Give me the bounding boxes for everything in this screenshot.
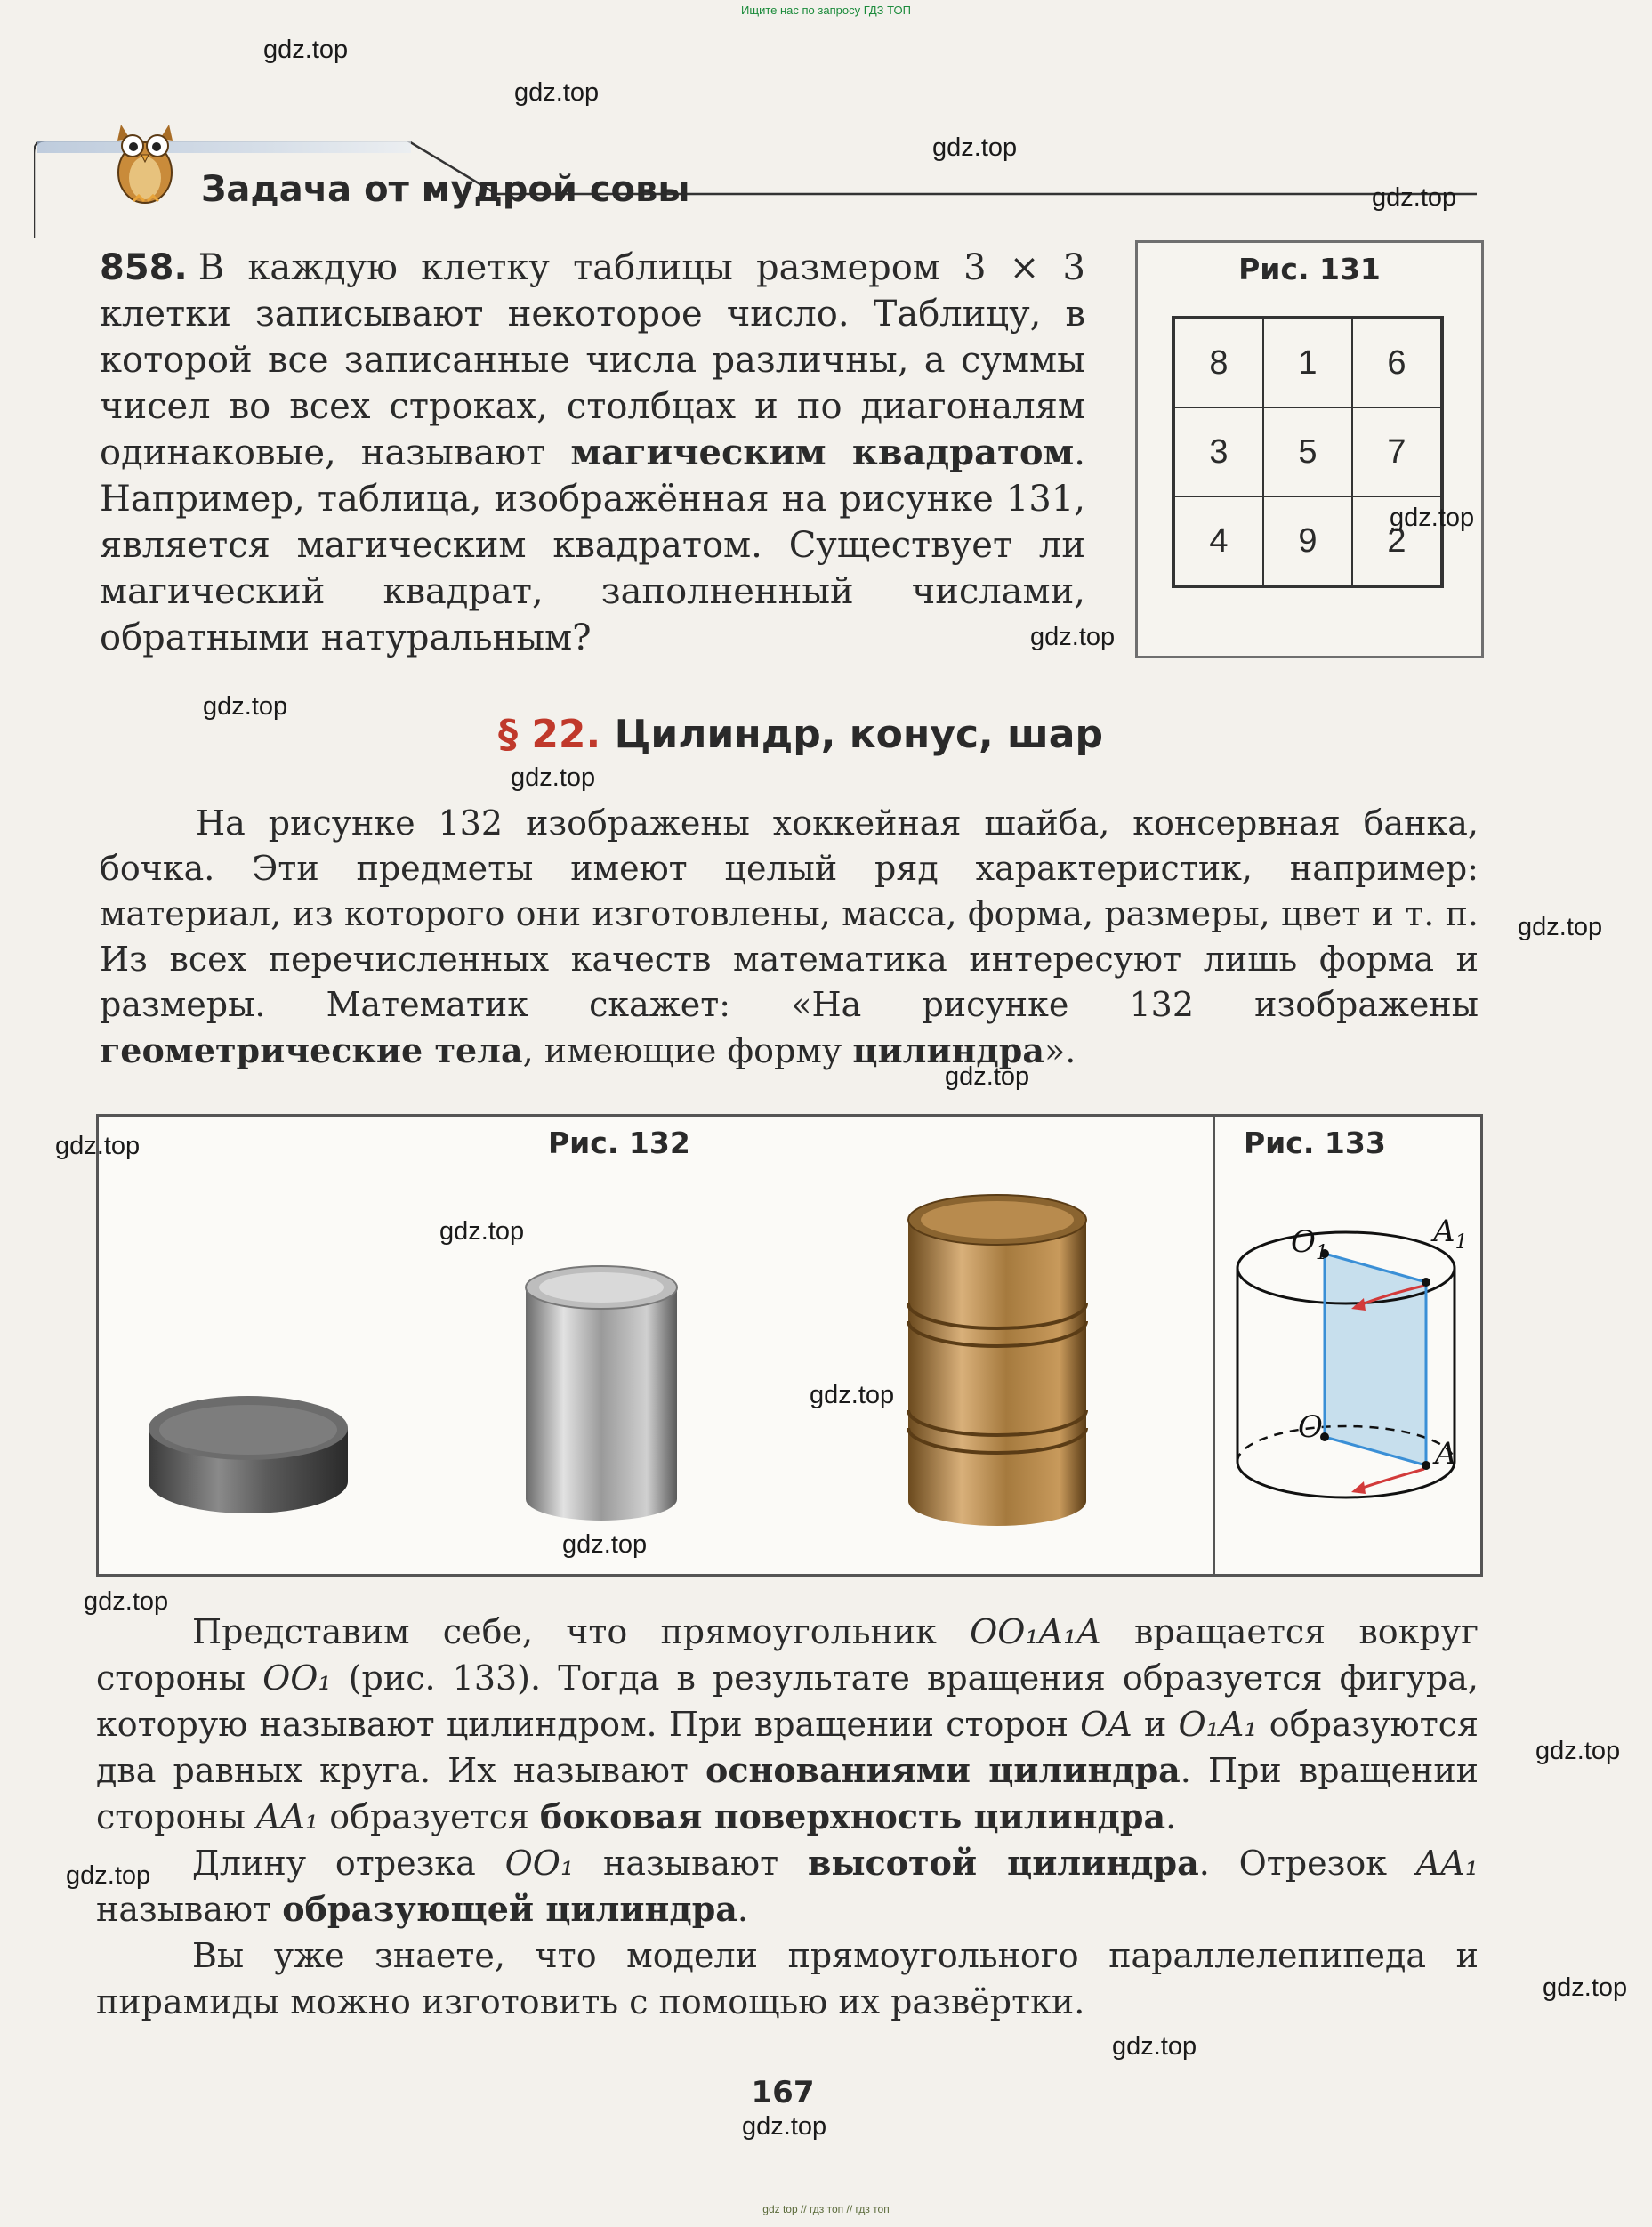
- barrel-image: [899, 1188, 1095, 1535]
- cylinder-diagram: [1221, 1197, 1478, 1570]
- watermark: gdz.top: [1535, 1737, 1621, 1765]
- para1-text-c: ».: [1044, 1031, 1076, 1070]
- magic-square-cell: 5: [1263, 407, 1352, 496]
- figure-131-title: Рис. 131: [1238, 252, 1381, 286]
- hockey-puck-image: [141, 1392, 355, 1526]
- watermark: gdz.top: [1112, 2032, 1197, 2061]
- figures-132-133: [96, 1114, 1483, 1577]
- label-O: O: [1298, 1409, 1323, 1445]
- watermark: gdz.top: [1390, 504, 1475, 532]
- paragraph-body: [96, 1609, 1479, 2025]
- paragraph-rotation: Представим себе, что прямоугольник OO₁A₁A вращается вокруг стороны OO₁ (рис. 133). Тогда в результате вращения образуется фигура, которую называют цилиндром. При вращении сторон OA и O₁A₁ образуются два равных круга. Их называют основаниями цилиндра. При вращении стороны AA₁ образуется боковая поверхность цилиндра.: [96, 1612, 1479, 1836]
- watermark: gdz.top: [932, 133, 1018, 162]
- magic-square-cell: 7: [1352, 407, 1441, 496]
- para1-text-b: , имеющие форму: [522, 1031, 853, 1070]
- watermark: gdz.top: [263, 36, 349, 64]
- problem-number: 858.: [100, 247, 188, 288]
- watermark: gdz.top: [1543, 1973, 1628, 2002]
- figure-divider: [1213, 1117, 1215, 1574]
- label-A1: $A_1$: [1433, 1214, 1468, 1254]
- watermark: gdz.top: [55, 1132, 141, 1160]
- section-number: § 22.: [498, 712, 601, 757]
- watermark: gdz.top: [84, 1587, 169, 1616]
- para1-term-cylinder: цилиндра: [852, 1030, 1044, 1070]
- watermark: gdz.top: [562, 1530, 648, 1559]
- watermark: gdz.top: [1372, 183, 1457, 212]
- label-A: A: [1435, 1436, 1457, 1472]
- watermark: gdz.top: [203, 692, 288, 721]
- paragraph-nets: Вы уже знаете, что модели прямоугольного параллелепипеда и пирамиды можно изготовить с помощью их развёртки.: [96, 1936, 1479, 2021]
- watermark: gdz.top: [66, 1861, 151, 1890]
- paragraph-height: Длину отрезка OO₁ называют высотой цилиндра. Отрезок AA₁ называют образующей цилиндра.: [96, 1843, 1479, 1929]
- watermark: gdz.top: [945, 1062, 1030, 1091]
- figure-132-title: Рис. 132: [548, 1126, 690, 1160]
- magic-square-cell: 1: [1263, 319, 1352, 407]
- watermark: gdz.top: [1518, 913, 1603, 941]
- watermark: gdz.top: [1030, 623, 1116, 651]
- section-title: Цилиндр, конус, шар: [614, 712, 1103, 757]
- tin-can-image: [517, 1259, 686, 1526]
- problem-text-a: В каждую клетку таблицы размером 3 × 3 клетки записывают некоторое число. Таблицу, в которой все записанные числа различны, а суммы чисел во всех строках, столбцах и по диагоналям одинаковые, называют: [100, 247, 1085, 473]
- para1-text-a: На рисунке 132 изображены хоккейная шайба, консервная банка, бочка. Эти предметы имеют целый ряд характеристик, например: материал, из которого они изготовлены, масса, форма, размеры, цвет и т. п. Из всех перечисленных качеств математика интересуют лишь форма и размеры. Математик скажет: «На рисунке 132 изображены: [100, 803, 1479, 1024]
- magic-square-cell: 2: [1352, 496, 1441, 585]
- problem-text-b: . Например, таблица, изображённая на рисунке 131, является магическим квадратом. Существует ли магический квадрат, заполненный числами, обратными натуральным?: [100, 432, 1085, 658]
- owl-icon: [109, 116, 181, 205]
- label-O1: $O_1$: [1291, 1224, 1328, 1264]
- figure-131: [1135, 240, 1484, 658]
- para1-term-bodies: геометрические тела: [100, 1030, 523, 1070]
- magic-square-cell: 4: [1174, 496, 1263, 585]
- watermark: gdz.top: [514, 78, 600, 107]
- problem-term: магическим квадратом: [570, 432, 1075, 473]
- paragraph-intro: [100, 801, 1479, 1074]
- watermark: gdz.top: [810, 1381, 895, 1409]
- watermark: gdz.top: [511, 763, 596, 792]
- problem-858: [100, 245, 1085, 661]
- watermark: gdz.top: [742, 2112, 827, 2141]
- watermark: gdz.top: [439, 1217, 525, 1246]
- figure-133-title: Рис. 133: [1244, 1126, 1386, 1160]
- section-heading: [498, 712, 1103, 757]
- bottom-banner: gdz top // гдз топ // гдз топ: [762, 2203, 890, 2215]
- page-number: 167: [751, 2075, 815, 2110]
- magic-square-cell: 3: [1174, 407, 1263, 496]
- top-banner: Ищите нас по запросу ГДЗ ТОП: [741, 4, 911, 17]
- magic-square: [1172, 316, 1444, 588]
- owl-section-title: Задача от мудрой совы: [201, 169, 690, 210]
- magic-square-cell: 9: [1263, 496, 1352, 585]
- magic-square-cell: 8: [1174, 319, 1263, 407]
- magic-square-cell: 6: [1352, 319, 1441, 407]
